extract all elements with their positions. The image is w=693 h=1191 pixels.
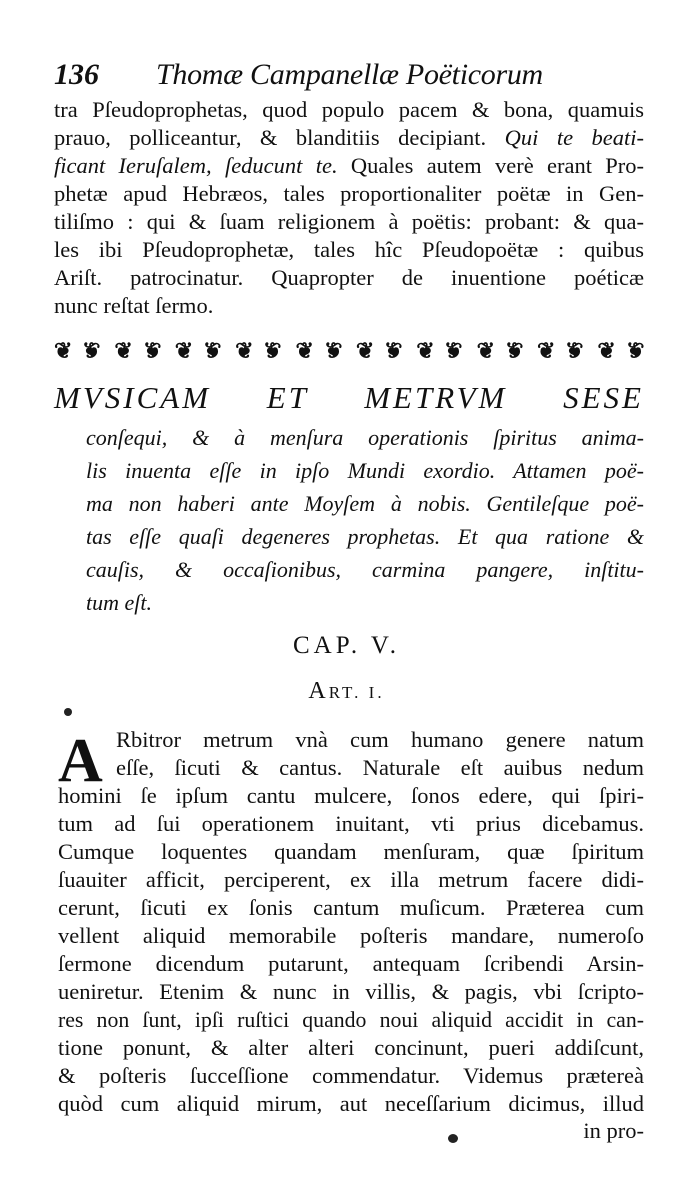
text-line: tum ad ſui operationem inuitant, vti prius dicebamus. [58,811,644,836]
text-line: eſſe, ſicuti & cantus. Naturale eſt auibus nedum [116,755,644,780]
fleuron-icon: ❦ [506,338,524,363]
fleuron-icon: ❦ [446,338,463,363]
ink-blot [448,1134,458,1143]
ornament-band [54,334,644,368]
text-line: nunc reſtat ſermo. [54,293,214,318]
text-line: tiliſmo : qui & ſuam religionem à poëtis: probant: & qua- [54,209,644,234]
text-line: res non ſunt, ipſi ruſtici quando noui aliquid accidit in can- [58,1008,644,1032]
fleuron-icon: ❦ [627,338,644,363]
summary-title: MVSICAM ET METRVM SESE [54,380,644,415]
ink-blot [64,708,72,716]
summary-line: tas eſſe quaſi degeneres prophetas. Et qua ratione & [86,524,644,549]
text-line: & poſteris ſucceſſione commendatur. Videmus prætereà [58,1063,644,1088]
fleuron-icon: ❦ [204,338,222,363]
fleuron-icon: ❦ [84,338,101,363]
fleuron-icon: ❦ [174,338,192,363]
text-line: phetæ apud Hebræos, tales proportionaliter poëtæ in Gen- [54,181,644,206]
text-line: tione ponunt, & alter alteri concinunt, pueri addiſcunt, [58,1035,644,1060]
running-title: Thomæ Campanellæ Poëticorum [156,58,543,91]
summary-line: lis inuenta eſſe in ipſo Mundi exordio. Attamen poë- [86,458,644,483]
scripture-quote: ficant Ieruſalem, ſeducunt te. [54,153,338,178]
text-line: Rbitror metrum vnà cum humano genere natum [116,727,644,752]
text-line: ueniretur. Etenim & nunc in villis, & pagis, vbi ſcripto- [58,979,644,1004]
fleuron-icon: ❦ [416,338,433,363]
text-line: vellent aliquid memorabile poſteris mandare, numeroſo [58,923,644,948]
text-line: Ariſt. patrocinatur. Quapropter de inuentione poéticæ [54,265,644,290]
summary-line: ma non haberi ante Moyſem à nobis. Gentileſque poë- [86,491,644,516]
catchword: in pro- [583,1118,644,1143]
fleuron-icon: ❦ [537,338,554,363]
drop-cap: A [58,727,103,795]
fleuron-icon: ❦ [355,338,373,363]
chapter-heading: CAP. V. [293,632,400,659]
summary-line: conſequi, & à menſura operationis ſpiritus anima- [86,425,644,450]
text-line: quòd cum aliquid mirum, aut neceſſarium dicimus, illud [58,1091,644,1116]
fleuron-icon: ❦ [476,338,494,363]
fleuron-icon: ❦ [144,338,161,363]
fleuron-icon: ❦ [295,338,312,363]
text-line: les ibi Pſeudoprophetæ, tales hîc Pſeudopoëtæ : quibus [54,237,644,262]
fleuron-icon: ❦ [597,338,614,363]
fleuron-icon: ❦ [567,338,584,363]
text-line: Cumque loquentes quandam menſuram, quæ ſpiritum [58,839,644,864]
fleuron-icon: ❦ [265,338,282,363]
fleuron-icon: ❦ [325,338,343,363]
text-line: tra Pſeudoprophetas, quod populo pacem & bona, quamuis [54,97,644,122]
fleuron-icon: ❦ [386,338,403,363]
fleuron-icon: ❦ [235,338,252,363]
page-header [54,58,654,98]
text-line: ſuauiter afficit, perciperent, ex illa metrum facere didi- [58,867,644,892]
scripture-quote: Qui te beati- [504,125,644,150]
text-line: cerunt, ſicuti ex ſonis cantum muſicum. Præterea cum [58,895,644,920]
summary-line: tum eſt. [86,590,152,615]
page-number: 136 [54,58,99,91]
summary-line: cauſis, & occaſionibus, carmina pangere, inſtitu- [86,557,644,582]
fleuron-icon: ❦ [114,338,131,363]
text-line: homini ſe ipſum cantu mulcere, ſonos edere, qui ſpiri- [58,783,644,808]
fleuron-icon: ❦ [54,338,71,363]
text-line: ficant Ieruſalem, ſeducunt te. Quales autem verè erant Pro- [54,153,645,178]
text-line: ſermone dicendum putarunt, antequam ſcribendi Arsin- [58,951,644,976]
article-heading: ART. I. [308,678,385,704]
text-line: prauo, polliceantur, & blanditiis decipiant. Qui te beati- [54,125,644,150]
